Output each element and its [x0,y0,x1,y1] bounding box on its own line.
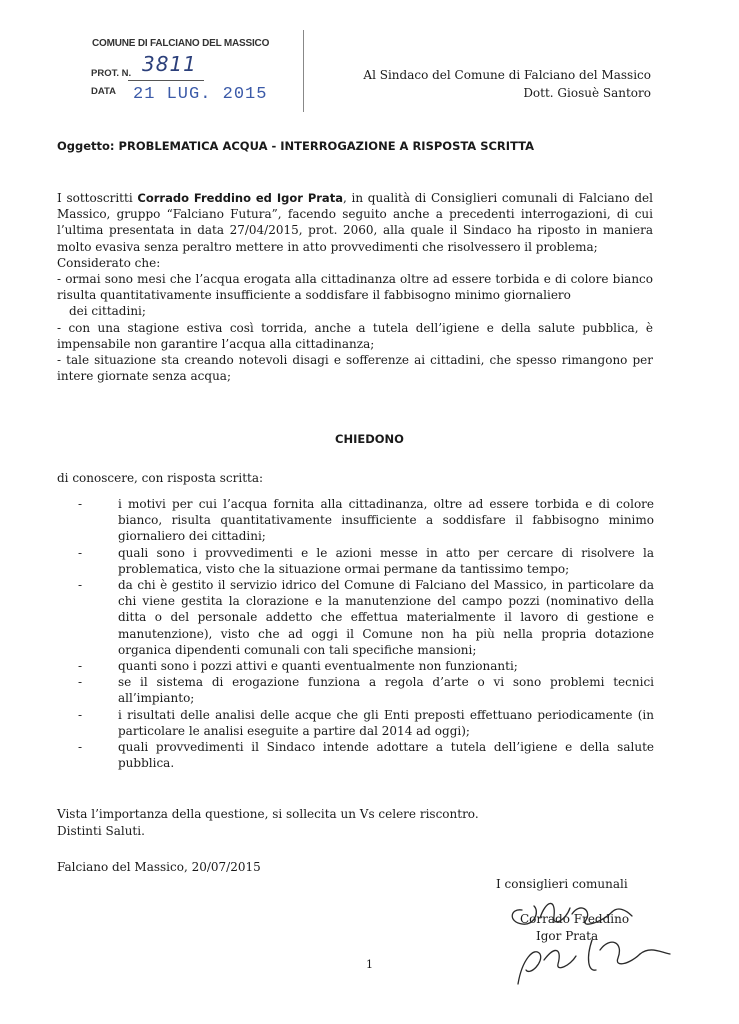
list-item-text: quanti sono i pozzi attivi e quanti eventualmente non funzionanti; [118,659,518,674]
considerato-item-3: - tale situazione sta creando notevoli disagi e sofferenze ai cittadini, che spesso rimangono per intere giornate senza acqua; [57,353,653,384]
list-item [78,707,654,739]
list-dash: - [78,578,83,593]
list-dash: - [78,545,83,560]
stamp-office: COMUNE DI FALCIANO DEL MASSICO [92,38,270,49]
list-item-text: quali provvedimenti il Sindaco intende adottare a tutela dell’igiene e della salute pubblica. [118,740,654,771]
protocol-stamp [88,30,304,112]
page-number: 1 [366,958,373,971]
signers-title: I consiglieri comunali [496,877,628,891]
closing-line2: Distinti Saluti. [57,824,145,838]
considerato-item-2: - con una stagione estiva così torrida, anche a tutela dell’igiene e della salute pubblica, è impensabile non garantire l’acqua alla cittadinanza; [57,320,653,351]
considerato-item-1: - ormai sono mesi che l’acqua erogata alla cittadinanza oltre ad essere torbida e di colore bianco risulta quantitativamente insufficiente a soddisfare il fabbisogno minimo giornaliero [57,272,653,303]
request-list [78,496,654,771]
addressee-line1: Al Sindaco del Comune di Falciano del Massico [363,68,651,82]
chiedono-heading: CHIEDONO [335,432,404,446]
list-item [78,496,654,545]
stamp-data-value: 21 LUG. 2015 [133,85,268,104]
intro-block [57,190,653,384]
list-item-text: da chi è gestito il servizio idrico del Comune di Falciano del Massico, in particolare da chi viene gestita la clorazione e la manutenzione del campo pozzi (nominativo della ditta o del personale addetto che effettua materialmente il lavoro di gestione e manutenzione), visto che ad oggi il Comune non ha più nella propria dotazione organica dipendenti comunali con tali specifiche mansioni; [118,578,654,657]
list-item-text: se il sistema di erogazione funziona a regola d’arte o vi sono problemi tecnici all’impianto; [118,675,654,706]
intro-rest: , in qualità di Consiglieri comunali di Falciano del Massico, gruppo “Falciano Futura”, facendo seguito anche a precedenti interrogazioni, di cui l’ultima presentata in data 27/04/2015, prot. 2060, alla quale il Sindaco ha riposto in maniera molto evasiva senza peraltro mettere in atto provvedimenti che risolvessero il problema; [57,191,653,254]
closing-block [57,806,479,840]
stamp-prot-value: 3811 [142,52,197,76]
handwritten-signature [500,880,680,990]
stamp-prot-label: PROT. N. [91,68,132,79]
list-item-text: quali sono i provvedimenti e le azioni messe in atto per cercare di risolvere la problematica, visto che la situazione ormai permane da tantissimo tempo; [118,545,654,576]
signer-name-2: Igor Prata [536,929,599,943]
list-item [78,674,654,706]
considerato-label: Considerato che: [57,255,161,270]
list-item [78,739,654,771]
conoscere-line: di conoscere, con risposta scritta: [57,471,264,485]
place-date: Falciano del Massico, 20/07/2015 [57,860,261,874]
addressee-line2: Dott. Giosuè Santoro [523,86,651,100]
list-item [78,577,654,658]
stamp-prot-line [128,80,204,81]
intro-names: Corrado Freddino ed Igor Prata [137,191,343,205]
list-dash: - [78,675,83,690]
list-dash: - [78,740,83,755]
addressee-block [363,66,651,102]
list-item-text: i motivi per cui l’acqua fornita alla cittadinanza, oltre ad essere torbida e di colore bianco, risulta quantitativamente insufficiente a soddisfare il fabbisogno minimo giornaliero dei cittadini; [118,497,654,544]
list-item [78,658,654,674]
closing-line1: Vista l’importanza della questione, si sollecita un Vs celere riscontro. [57,807,479,821]
stamp-data-label: DATA [91,86,116,97]
intro-start: I sottoscritti [57,191,138,205]
considerato-item-1-cont: dei cittadini; [69,304,146,319]
list-item-text: i risultati delle analisi delle acque che gli Enti preposti effettuano periodicamente (in particolare le analisi eseguite a partire dal 2014 ad oggi); [118,707,654,738]
subject-line: Oggetto: PROBLEMATICA ACQUA - INTERROGAZIONE A RISPOSTA SCRITTA [57,139,535,153]
signer-name-1: Corrado Freddino [520,912,630,926]
list-dash: - [78,659,83,674]
list-dash: - [78,707,83,722]
list-dash: - [78,497,83,511]
list-item [78,545,654,577]
intro-paragraph [57,190,653,255]
